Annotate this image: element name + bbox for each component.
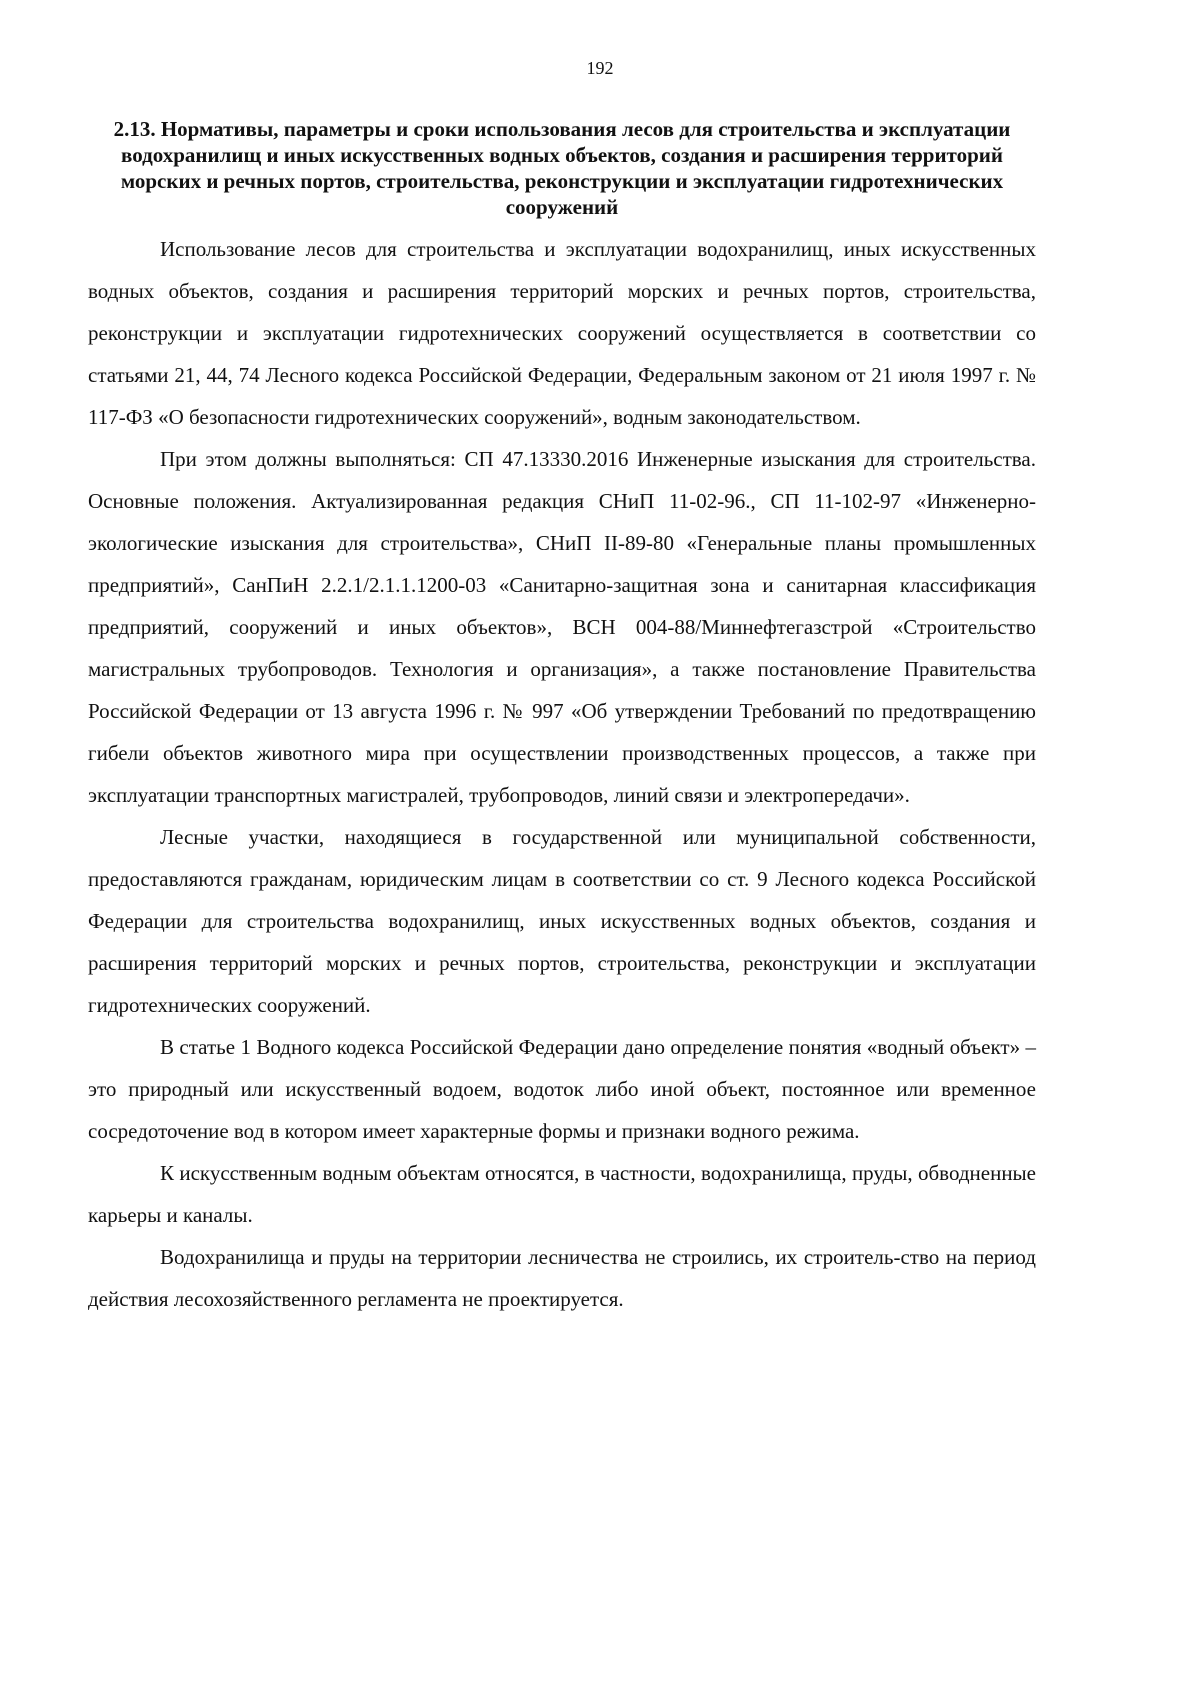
paragraph: Лесные участки, находящиеся в государственной или муниципальной собственности, предоставляются гражданам, юридическим лицам в соответствии со ст. 9 Лесного кодекса Российской Федерации для строительства водохранилищ, иных искусственных водных объектов, создания и расширения территорий морских и речных портов, строительства, реконструкции и эксплуатации гидротехнических сооружений. bbox=[88, 825, 1036, 1017]
paragraph: В статье 1 Водного кодекса Российской Федерации дано определение понятия «водный объект» – это природный или искусственный водоем, водоток либо иной объект, постоянное или временное сосредоточение вод в котором имеет характерные формы и признаки водного режима. bbox=[88, 1035, 1036, 1143]
paragraph: К искусственным водным объектам относятся, в частности, водохранилища, пруды, обводненные карьеры и каналы. bbox=[88, 1161, 1036, 1227]
page-content bbox=[88, 116, 1036, 1320]
page-number: 192 bbox=[586, 58, 614, 78]
paragraph: При этом должны выполняться: СП 47.13330.2016 Инженерные изыскания для строительства. Основные положения. Актуализированная редакция СНиП 11-02-96., СП 11-102-97 «Инженерно-экологические изыскания для строительства», СНиП II-89-80 «Генеральные планы промышленных предприятий», СанПиН 2.2.1/2.1.1.1200-03 «Санитарно-защитная зона и санитарная классификация предприятий, сооружений и иных объектов», ВСН 004-88/Миннефтегазстрой «Строительство магистральных трубопроводов. Технология и организация», а также постановление Правительства Российской Федерации от 13 августа 1996 г. № 997 «Об утверждении Требований по предотвращению гибели объектов животного мира при осуществлении производственных процессов, а также при эксплуатации транспортных магистралей, трубопроводов, линий связи и электропередачи». bbox=[88, 447, 1036, 807]
paragraph: Использование лесов для строительства и эксплуатации водохранилищ, иных искусственных водных объектов, создания и расширения территорий морских и речных портов, строительства, реконструкции и эксплуатации гидротехнических сооружений осуществляется в соответствии со статьями 21, 44, 74 Лесного кодекса Российской Федерации, Федеральным законом от 21 июля 1997 г. № 117-ФЗ «О безопасности гидротехнических сооружений», водным законодательством. bbox=[88, 237, 1036, 429]
section-heading: 2.13. Нормативы, параметры и сроки использования лесов для строительства и эксплуатации водохранилищ и иных искусственных водных объектов, создания и расширения территорий морских и речных портов, строительства, реконструкции и эксплуатации гидротехнических сооружений bbox=[113, 117, 1011, 219]
paragraph: Водохранилища и пруды на территории лесничества не строились, их строитель-ство на период действия лесохозяйственного регламента не проектируется. bbox=[88, 1245, 1036, 1311]
